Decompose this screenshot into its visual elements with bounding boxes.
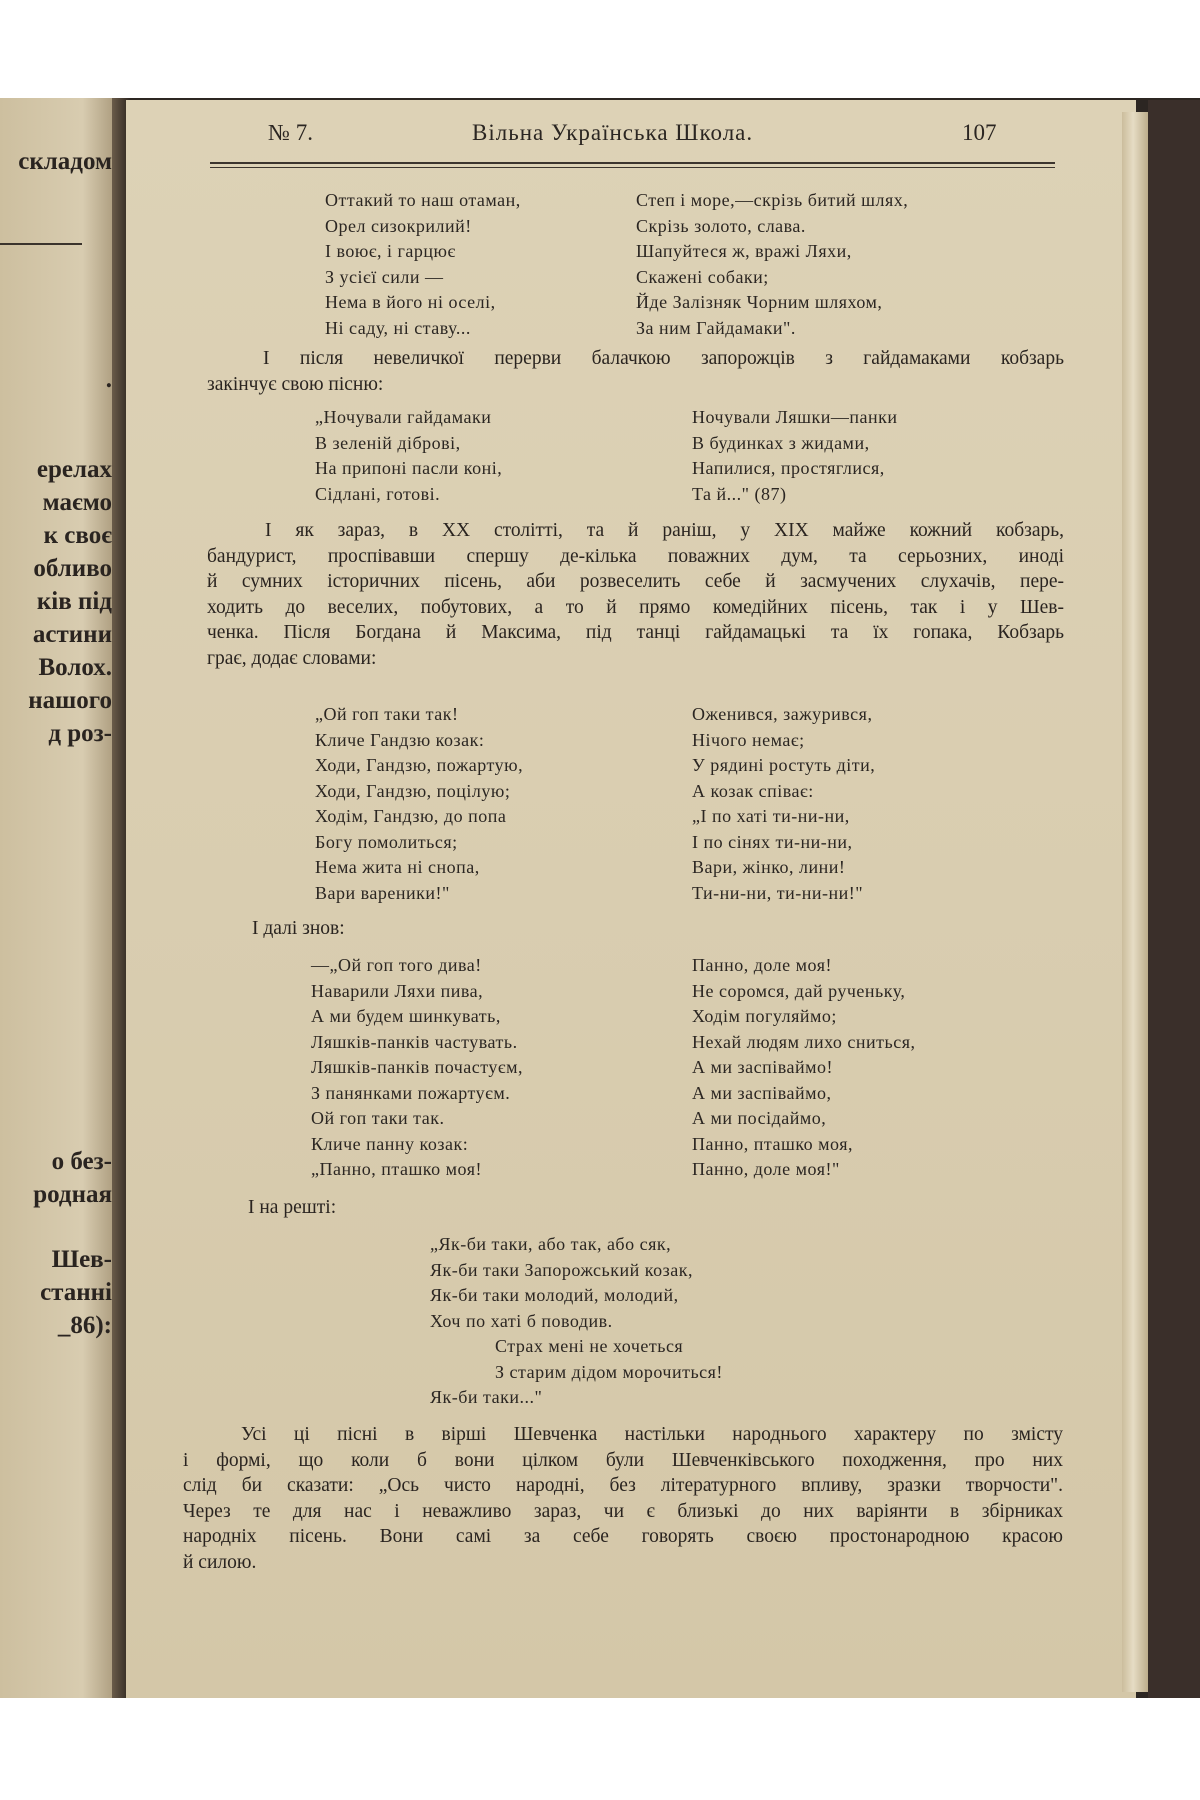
- page-edge: [1122, 112, 1150, 1692]
- verse-line: Панно, доле моя!": [692, 1159, 840, 1179]
- paragraph-3: [183, 1422, 1063, 1575]
- prose-line: І як зараз, в XX столітті, та й раніш, у XIX майже кожний кобзарь,: [265, 520, 1064, 541]
- poem5: [430, 1232, 723, 1411]
- left-fragment: станні: [40, 1279, 112, 1306]
- verse-line: І воює, і гарцює: [325, 241, 456, 261]
- verse-line: На припоні пасли коні,: [315, 458, 503, 478]
- verse-line: Не соромся, дай рученьку,: [692, 980, 906, 1001]
- verse-line: Кличе панну козак:: [311, 1133, 469, 1154]
- left-page-rule: [0, 243, 82, 245]
- left-fragment: д роз-: [48, 720, 112, 747]
- left-fragment: ків під: [36, 588, 112, 615]
- verse-line: Орел сизокрилий!: [325, 215, 472, 236]
- verse-line: Йде Залізняк Чорним шляхом,: [636, 292, 883, 312]
- verse-line: Наварили Ляхи пива,: [311, 980, 484, 1001]
- left-fragment: .: [105, 366, 112, 393]
- header-rule: [210, 162, 1055, 164]
- verse-line: І по сінях ти-ни-ни,: [692, 831, 853, 852]
- verse-line: Ходім погуляймо;: [692, 1006, 837, 1026]
- verse-line: Ти-ни-ни, ти-ни-ни!": [692, 882, 864, 903]
- verse-line: Напилися, простяглися,: [692, 458, 885, 478]
- verse-line: Ляшків-панків почастуєм,: [311, 1057, 524, 1077]
- left-fragment: Волох.: [38, 654, 112, 681]
- verse-line: Хоч по хаті б поводив.: [430, 1310, 613, 1331]
- verse-line: Вари вареники!": [315, 882, 450, 903]
- verse-line: А ми заспіваймо,: [692, 1082, 832, 1103]
- prose-line: і формі, що коли б вони цілком були Шевченківського походження, про них: [183, 1449, 1063, 1471]
- verse-line: Сідлані, готові.: [315, 483, 441, 504]
- verse-line: А козак співає:: [692, 780, 814, 801]
- intro-nareshti: І на решті:: [248, 1197, 337, 1218]
- left-fragment: маємо: [42, 489, 112, 516]
- verse-line: За ним Гайдамаки".: [636, 317, 796, 338]
- poem2-left: [315, 405, 502, 507]
- poem1-right: [636, 188, 908, 341]
- verse-line: З усієї сили —: [325, 266, 444, 287]
- verse-line: —„Ой гоп того дива!: [311, 955, 482, 975]
- intro-dali: І далі знов:: [252, 918, 345, 939]
- verse-line: „Панно, пташко моя!: [311, 1159, 482, 1179]
- verse-line: Нехай людям лихо сниться,: [692, 1031, 916, 1052]
- verse-line: Оженився, зажурився,: [692, 704, 873, 724]
- verse-line: „Як-би таки, або так, або сяк,: [430, 1234, 672, 1254]
- prose-line: закінчує свою пісню:: [207, 373, 384, 395]
- prose-line: бандурист, проспівавши спершу де-кілька поважних дум, та серьозних, иноді: [207, 545, 1064, 567]
- verse-line: А ми будем шинкувать,: [311, 1006, 501, 1026]
- poem3-left: [315, 702, 523, 906]
- page-number: 107: [962, 120, 997, 145]
- left-fragment: Шев-: [51, 1246, 112, 1273]
- verse-line: Ходи, Гандзю, пожартую,: [315, 755, 524, 775]
- verse-line: А ми посідаймо,: [692, 1108, 827, 1128]
- prose-line: слід би сказати: „Ось чисто народні, без літературного впливу, зразки творчости".: [183, 1475, 1063, 1496]
- prose-line: ченка. Після Богдана й Максима, під танці гайдамацькі та їх гопака, Кобзарь: [207, 622, 1064, 643]
- verse-line: Ой гоп таки так.: [311, 1108, 445, 1128]
- verse-line: Нема жита ні снопа,: [315, 857, 480, 877]
- verse-line: Та й..." (87): [692, 483, 787, 504]
- verse-line: Ходім, Гандзю, до попа: [315, 806, 507, 826]
- verse-line: Панно, пташко моя,: [692, 1133, 853, 1154]
- prose-line: ходить до веселих, побутових, а то й прямо комедійних пісень, так і у Шев-: [207, 596, 1064, 618]
- left-fragment: обливо: [33, 555, 112, 582]
- left-fragment: астини: [32, 621, 112, 648]
- verse-line: В будинках з жидами,: [692, 432, 870, 453]
- verse-line: Ні саду, ні ставу...: [325, 317, 471, 338]
- verse-line: „Ой гоп таки так!: [315, 704, 459, 724]
- verse-line: Ляшків-панків частувать.: [311, 1031, 518, 1052]
- verse-line: Кличе Гандзю козак:: [315, 729, 485, 750]
- verse-line: Як-би таки Запорожський козак,: [430, 1259, 693, 1280]
- verse-line: Вари, жінко, лини!: [692, 857, 846, 877]
- verse-line: Як-би таки молодий, молодий,: [430, 1285, 679, 1305]
- verse-line: В зеленій діброві,: [315, 432, 461, 453]
- verse-line: Скажені собаки;: [636, 266, 769, 287]
- poem4-left: [311, 953, 523, 1183]
- left-fragment: складом: [18, 148, 112, 175]
- verse-line: Оттакий то наш отаман,: [325, 190, 521, 210]
- prose-line: грає, додає словами:: [207, 647, 377, 669]
- journal-title: Вільна Українська Школа.: [472, 120, 754, 145]
- verse-line: У рядині ростуть діти,: [692, 755, 876, 775]
- left-fragment: нашого: [28, 687, 112, 714]
- verse-line: „Ночували гайдамаки: [315, 407, 492, 427]
- left-fragment: _86):: [57, 1312, 112, 1339]
- prose-line: народніх пісень. Вони самі за себе говорять своєю простонародною красою: [183, 1526, 1063, 1547]
- verse-line: З старим дідом морочиться!: [495, 1361, 723, 1382]
- prose-line: І після невеличкої перерви балачкою запорожців з гайдамаками кобзарь: [263, 348, 1064, 369]
- verse-line: А ми заспіваймо!: [692, 1057, 834, 1077]
- poem4-right: [692, 953, 916, 1183]
- verse-line: Нічого немає;: [692, 729, 805, 750]
- left-fragment: к своє: [43, 522, 112, 549]
- verse-line: Ночували Ляшки—панки: [692, 407, 898, 427]
- prose-line: й сумних історичних пісень, аби розвеселить себе й засмучених слухачів, пере-: [207, 571, 1064, 592]
- verse-line: З панянками пожартуєм.: [311, 1082, 511, 1103]
- verse-line: Нема в його ні оселі,: [325, 292, 496, 312]
- prose-line: Усі ці пісні в вірші Шевченка настільки народнього характеру по змісту: [241, 1424, 1063, 1445]
- verse-line: Панно, доле моя!: [692, 955, 832, 975]
- left-fragment: ерелах: [36, 456, 112, 483]
- verse-line: Страх мені не хочеться: [495, 1336, 684, 1356]
- paragraph-2: [207, 518, 1064, 671]
- verse-line: Богу помолиться;: [315, 831, 458, 852]
- paragraph-1: [207, 346, 1064, 397]
- verse-line: Степ і море,—скрізь битий шлях,: [636, 190, 909, 210]
- header-rule-thin: [210, 167, 1055, 168]
- verse-line: Шапуйтеся ж, вражі Ляхи,: [636, 241, 852, 261]
- poem1-left: [325, 188, 521, 341]
- prose-line: Через те для нас і неважливо зараз, чи є близькі до них варіянти в збірниках: [183, 1500, 1063, 1522]
- poem2-right: [692, 405, 897, 507]
- poem3-right: [692, 702, 875, 906]
- verse-line: Скрізь золото, слава.: [636, 215, 806, 236]
- issue-number: № 7.: [268, 120, 313, 145]
- left-fragment: родная: [33, 1181, 112, 1208]
- prose-line: й силою.: [183, 1551, 257, 1573]
- verse-line: Ходи, Гандзю, поцілую;: [315, 780, 511, 801]
- verse-line: „І по хаті ти-ни-ни,: [692, 806, 850, 826]
- left-page: [0, 98, 118, 1698]
- book-binding: [1148, 100, 1200, 1698]
- left-fragment: о без-: [51, 1148, 112, 1175]
- verse-line: Як-би таки...": [430, 1387, 543, 1407]
